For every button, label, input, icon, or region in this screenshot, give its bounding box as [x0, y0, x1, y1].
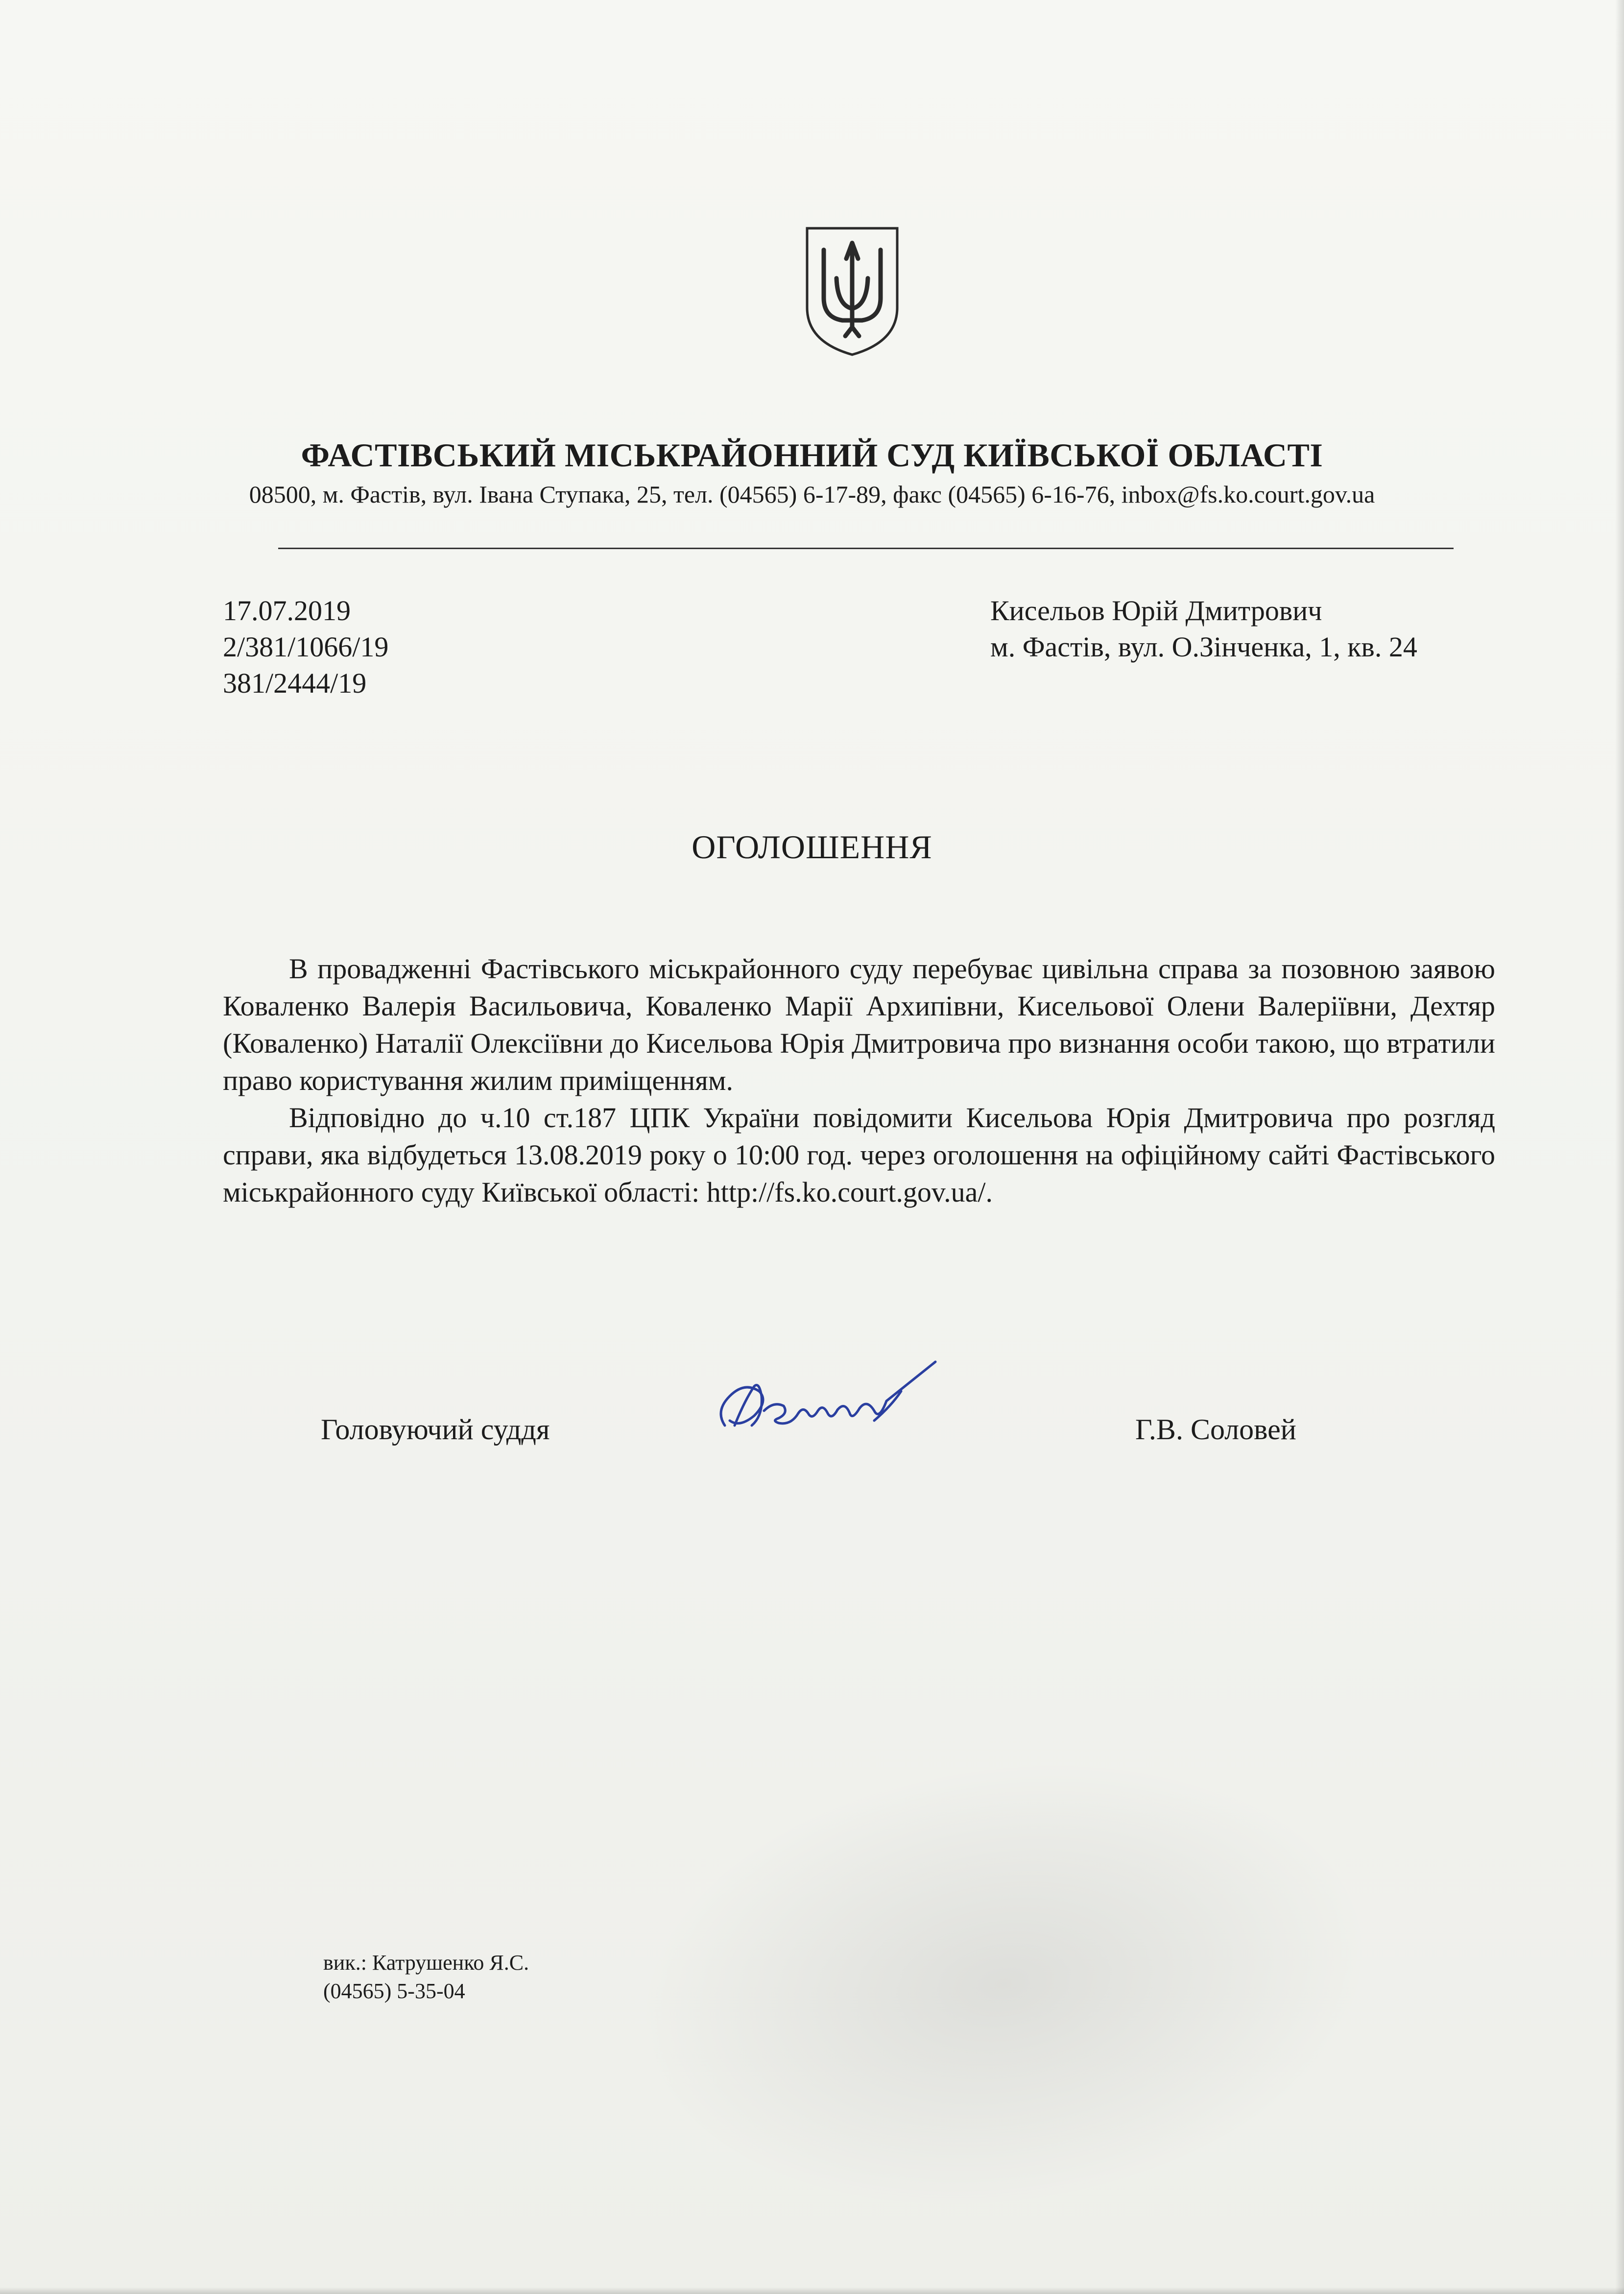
- handwritten-signature: [705, 1352, 960, 1450]
- recipient-name: Кисельов Юрій Дмитрович: [990, 595, 1322, 627]
- registry-number: 381/2444/19: [223, 667, 367, 699]
- recipient-block: [990, 593, 1417, 665]
- document-meta: [223, 593, 388, 701]
- case-number: 2/381/1066/19: [223, 631, 389, 663]
- executor-name: вик.: Катрушенко Я.С.: [323, 1951, 529, 1975]
- court-address: 08500, м. Фастів, вул. Івана Ступака, 25, тел. (04565) 6-17-89, факс (04565) 6-16-76, inbox@fs.ko.court.gov.ua: [249, 481, 1375, 508]
- body-paragraph-2: Відповідно до ч.10 ст.187 ЦПК України повідомити Кисельова Юрія Дмитровича про розгляд справи, яка відбудеться 13.08.2019 року о 10:00 год. через оголошення на офіційному сайті Фастівського міськрайонного суду Київської області: http://fs.ko.court.gov.ua/.: [223, 1102, 1495, 1208]
- scan-smudge: [610, 1714, 1399, 2253]
- court-name: ФАСТІВСЬКИЙ МІСЬКРАЙОННИЙ СУД КИЇВСЬКОЇ ОБЛАСТІ: [301, 436, 1323, 474]
- signatory-role: Головуючий суддя: [321, 1413, 550, 1446]
- header-divider: [278, 548, 1454, 549]
- body-paragraph-1: В провадженні Фастівського міськрайонного суду перебуває цивільна справа за позовною заявою Коваленко Валерія Васильовича, Коваленко Марії Архипівни, Кисельової Олени Валеріївни, Дехтяр (Коваленко) Наталії Олексіївни до Кисельова Юрія Дмитровича про визнання особи такою, що втратили право користування жилим приміщенням.: [223, 953, 1495, 1096]
- document-body: [223, 950, 1495, 1211]
- document-date: 17.07.2019: [223, 595, 351, 627]
- scan-edge-shadow: [1615, 0, 1624, 2294]
- document-title: ОГОЛОШЕННЯ: [692, 828, 932, 866]
- scan-bottom-shadow: [0, 2287, 1624, 2294]
- executor-phone: (04565) 5-35-04: [323, 1979, 465, 2003]
- recipient-address: м. Фастів, вул. О.Зінченка, 1, кв. 24: [990, 631, 1417, 663]
- trident-emblem-icon: [803, 224, 901, 358]
- signatory-name: Г.В. Соловей: [1135, 1413, 1296, 1446]
- executor-block: [323, 1949, 529, 2005]
